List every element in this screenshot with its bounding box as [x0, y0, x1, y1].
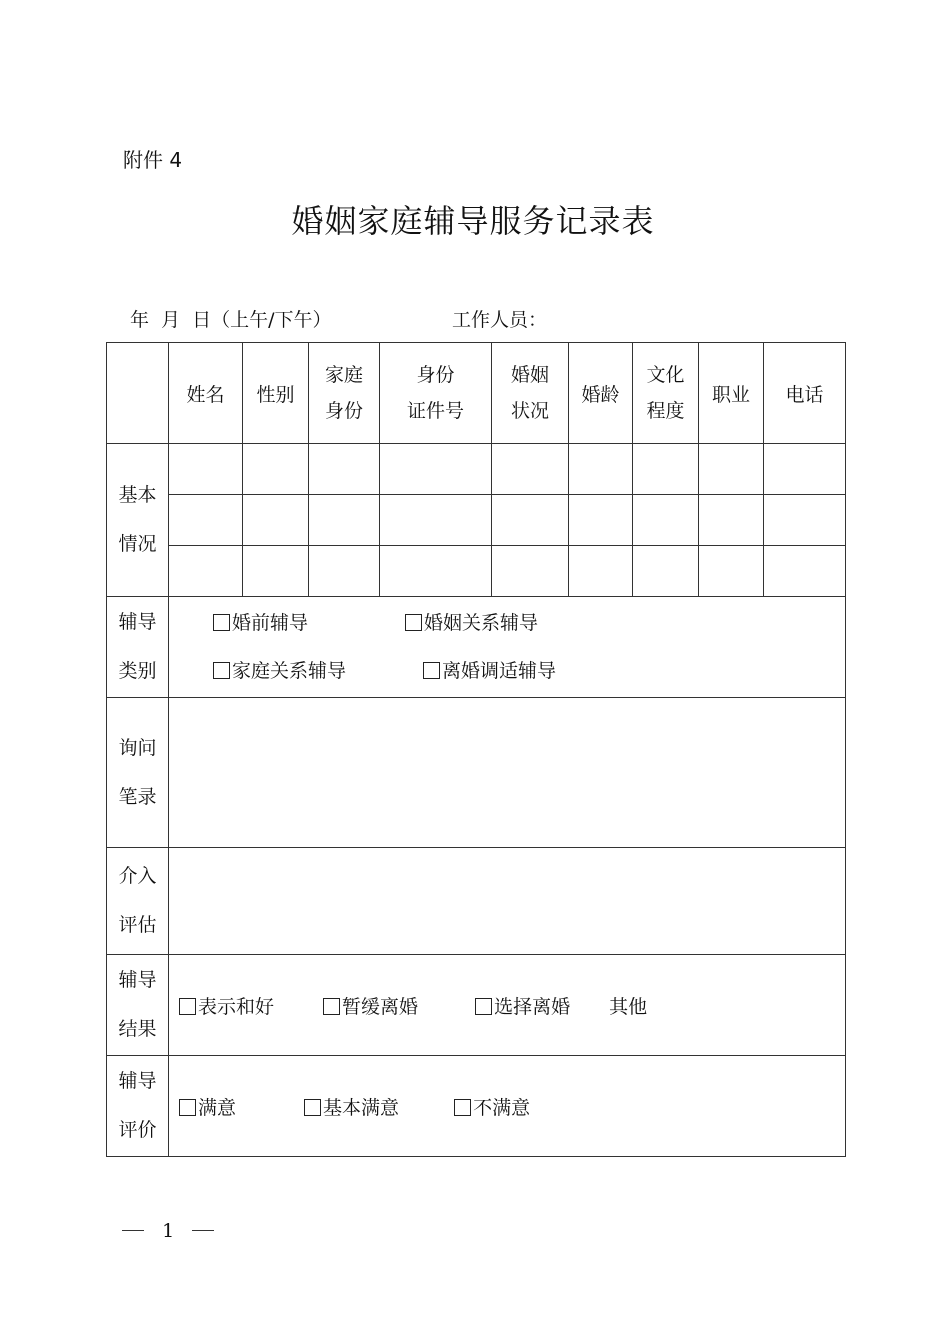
phone-field[interactable]: [764, 546, 846, 597]
id-number-field[interactable]: [380, 495, 492, 546]
checkbox-postpone-divorce[interactable]: 暂缓离婚: [323, 992, 469, 1019]
checkbox-marital-relationship[interactable]: 婚姻关系辅导: [405, 599, 538, 647]
phone-field[interactable]: [764, 444, 846, 495]
family-role-field[interactable]: [309, 495, 380, 546]
staff-label: 工作人员：: [452, 309, 548, 331]
basic-info-row: [107, 444, 846, 495]
interview-row: [107, 698, 846, 848]
page-title: [0, 196, 950, 242]
marital-status-field[interactable]: [492, 546, 569, 597]
result-options: [169, 955, 846, 1056]
marriage-years-field[interactable]: [569, 444, 633, 495]
col-header-education: 文化 程度: [633, 343, 699, 444]
result-row: [107, 955, 846, 1056]
name-field[interactable]: [169, 444, 243, 495]
record-form-table: [106, 342, 846, 1157]
checkbox-divorce-adjustment[interactable]: 离婚调适辅导: [423, 647, 556, 695]
checkbox-premarital[interactable]: 婚前辅导: [213, 599, 399, 647]
occupation-field[interactable]: [699, 495, 764, 546]
education-field[interactable]: [633, 546, 699, 597]
assessment-row: [107, 848, 846, 955]
checkbox-icon[interactable]: [179, 998, 196, 1015]
name-field[interactable]: [169, 495, 243, 546]
rating-row: [107, 1056, 846, 1157]
occupation-field[interactable]: [699, 444, 764, 495]
checkbox-icon[interactable]: [323, 998, 340, 1015]
family-role-field[interactable]: [309, 546, 380, 597]
checkbox-icon[interactable]: [454, 1099, 471, 1116]
col-header-marriage-years: 婚龄: [569, 343, 633, 444]
checkbox-choose-divorce[interactable]: 选择离婚: [475, 992, 603, 1019]
category-row: [107, 597, 846, 698]
col-header-occupation: 职业: [699, 343, 764, 444]
checkbox-unsatisfied[interactable]: 不满意: [454, 1093, 530, 1120]
basic-info-label: 基本 情况: [107, 444, 169, 597]
checkbox-icon[interactable]: [179, 1099, 196, 1116]
marital-status-field[interactable]: [492, 444, 569, 495]
attachment-label: 附件 4: [123, 148, 183, 172]
checkbox-icon[interactable]: [405, 614, 422, 631]
col-header-id-number: 身份 证件号: [380, 343, 492, 444]
col-header-marital-status: 婚姻 状况: [492, 343, 569, 444]
rating-label: 辅导 评价: [107, 1056, 169, 1157]
marital-status-field[interactable]: [492, 495, 569, 546]
interview-label: 询问 笔录: [107, 698, 169, 848]
id-number-field[interactable]: [380, 444, 492, 495]
dash-left: [122, 1230, 144, 1231]
checkbox-icon[interactable]: [213, 662, 230, 679]
col-header-gender: 性别: [243, 343, 309, 444]
basic-info-row: [107, 495, 846, 546]
assessment-field[interactable]: [169, 848, 846, 955]
category-options: [169, 597, 846, 698]
checkbox-icon[interactable]: [304, 1099, 321, 1116]
id-number-field[interactable]: [380, 546, 492, 597]
gender-field[interactable]: [243, 444, 309, 495]
title-text: 婚姻家庭辅导服务记录表: [291, 202, 655, 240]
col-header-name: 姓名: [169, 343, 243, 444]
name-field[interactable]: [169, 546, 243, 597]
interview-notes-field[interactable]: [169, 698, 846, 848]
category-label: 辅导 类别: [107, 597, 169, 698]
checkbox-icon[interactable]: [475, 998, 492, 1015]
phone-field[interactable]: [764, 495, 846, 546]
checkbox-icon[interactable]: [213, 614, 230, 631]
rating-options: [169, 1056, 846, 1157]
gender-field[interactable]: [243, 495, 309, 546]
gender-field[interactable]: [243, 546, 309, 597]
date-line: 年 月 日（上午/下午）: [130, 309, 332, 331]
other-label: 其他: [609, 995, 648, 1018]
checkbox-family-relationship[interactable]: 家庭关系辅导: [213, 647, 417, 695]
dash-right: [192, 1230, 214, 1231]
checkbox-icon[interactable]: [423, 662, 440, 679]
col-header-family-role: 家庭 身份: [309, 343, 380, 444]
col-header-phone: 电话: [764, 343, 846, 444]
education-field[interactable]: [633, 444, 699, 495]
basic-info-row: [107, 546, 846, 597]
checkbox-satisfied[interactable]: 满意: [179, 1093, 298, 1120]
occupation-field[interactable]: [699, 546, 764, 597]
checkbox-reconcile[interactable]: 表示和好: [179, 992, 317, 1019]
assessment-label: 介入 评估: [107, 848, 169, 955]
header-row: [107, 343, 846, 444]
page-number: 1: [122, 1220, 214, 1242]
result-label: 辅导 结果: [107, 955, 169, 1056]
checkbox-basically-satisfied[interactable]: 基本满意: [304, 1093, 448, 1120]
corner-cell: [107, 343, 169, 444]
family-role-field[interactable]: [309, 444, 380, 495]
education-field[interactable]: [633, 495, 699, 546]
marriage-years-field[interactable]: [569, 546, 633, 597]
marriage-years-field[interactable]: [569, 495, 633, 546]
